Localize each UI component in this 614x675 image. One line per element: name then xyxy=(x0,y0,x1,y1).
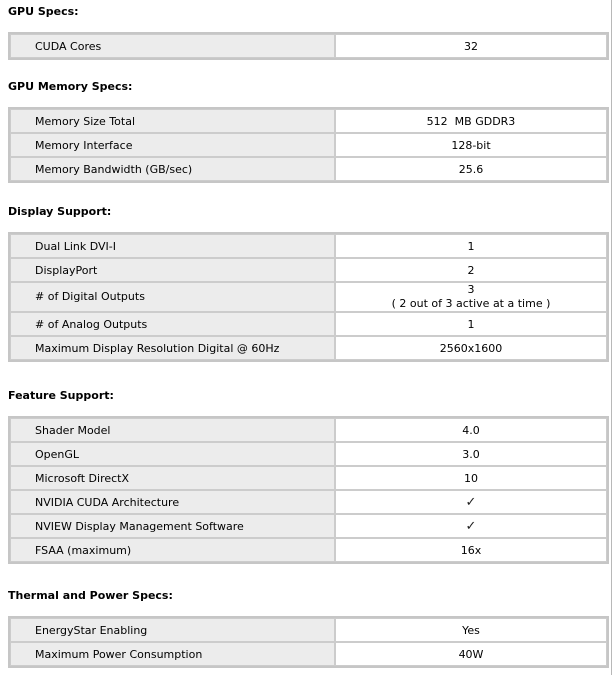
spec-value: 10 xyxy=(335,466,607,490)
spec-value xyxy=(335,490,607,514)
spec-value: 16x xyxy=(335,538,607,562)
spec-label: Microsoft DirectX xyxy=(10,466,335,490)
spec-value: 40W xyxy=(335,642,607,666)
spec-value-note: ( 2 out of 3 active at a time ) xyxy=(391,297,551,310)
section-title: GPU Memory Specs: xyxy=(8,80,133,93)
spec-value: 32 xyxy=(335,34,607,58)
spec-value: 4.0 xyxy=(335,418,607,442)
table-row xyxy=(10,133,607,157)
spec-label: # of Digital Outputs xyxy=(10,282,335,312)
spec-value xyxy=(335,282,607,312)
table-row xyxy=(10,418,607,442)
spec-table xyxy=(8,416,609,564)
table-row xyxy=(10,157,607,181)
spec-label: Memory Bandwidth (GB/sec) xyxy=(10,157,335,181)
table-row xyxy=(10,442,607,466)
page-right-border xyxy=(611,0,612,675)
spec-value: 1 xyxy=(335,234,607,258)
table-row xyxy=(10,490,607,514)
section-title: Thermal and Power Specs: xyxy=(8,589,173,602)
spec-value: 25.6 xyxy=(335,157,607,181)
spec-value: 512 MB GDDR3 xyxy=(335,109,607,133)
spec-label: CUDA Cores xyxy=(10,34,335,58)
spec-label: Maximum Display Resolution Digital @ 60Hz xyxy=(10,336,335,360)
spec-label: Maximum Power Consumption xyxy=(10,642,335,666)
table-row xyxy=(10,258,607,282)
spec-table xyxy=(8,107,609,183)
spec-table xyxy=(8,616,609,668)
table-row xyxy=(10,234,607,258)
spec-label: NVIDIA CUDA Architecture xyxy=(10,490,335,514)
table-row xyxy=(10,312,607,336)
spec-label: # of Analog Outputs xyxy=(10,312,335,336)
table-row xyxy=(10,514,607,538)
checkmark-icon: ✓ xyxy=(465,518,477,534)
spec-label: NVIEW Display Management Software xyxy=(10,514,335,538)
spec-table xyxy=(8,32,609,60)
spec-value xyxy=(335,514,607,538)
spec-label: Memory Interface xyxy=(10,133,335,157)
spec-value: 2560x1600 xyxy=(335,336,607,360)
spec-label: DisplayPort xyxy=(10,258,335,282)
spec-label: Memory Size Total xyxy=(10,109,335,133)
table-row xyxy=(10,282,607,312)
spec-value-main: 3 xyxy=(467,283,475,296)
table-row xyxy=(10,34,607,58)
spec-table xyxy=(8,232,609,362)
table-row xyxy=(10,642,607,666)
table-row xyxy=(10,109,607,133)
table-row xyxy=(10,538,607,562)
table-row xyxy=(10,336,607,360)
spec-value: 128-bit xyxy=(335,133,607,157)
table-row xyxy=(10,618,607,642)
spec-value: 2 xyxy=(335,258,607,282)
spec-label: Shader Model xyxy=(10,418,335,442)
spec-label: Dual Link DVI-I xyxy=(10,234,335,258)
table-row xyxy=(10,466,607,490)
section-title: GPU Specs: xyxy=(8,5,79,18)
spec-value: 1 xyxy=(335,312,607,336)
checkmark-icon: ✓ xyxy=(465,494,477,510)
spec-value: Yes xyxy=(335,618,607,642)
spec-label: EnergyStar Enabling xyxy=(10,618,335,642)
section-title: Display Support: xyxy=(8,205,112,218)
spec-label: OpenGL xyxy=(10,442,335,466)
section-title: Feature Support: xyxy=(8,389,114,402)
spec-value: 3.0 xyxy=(335,442,607,466)
spec-label: FSAA (maximum) xyxy=(10,538,335,562)
